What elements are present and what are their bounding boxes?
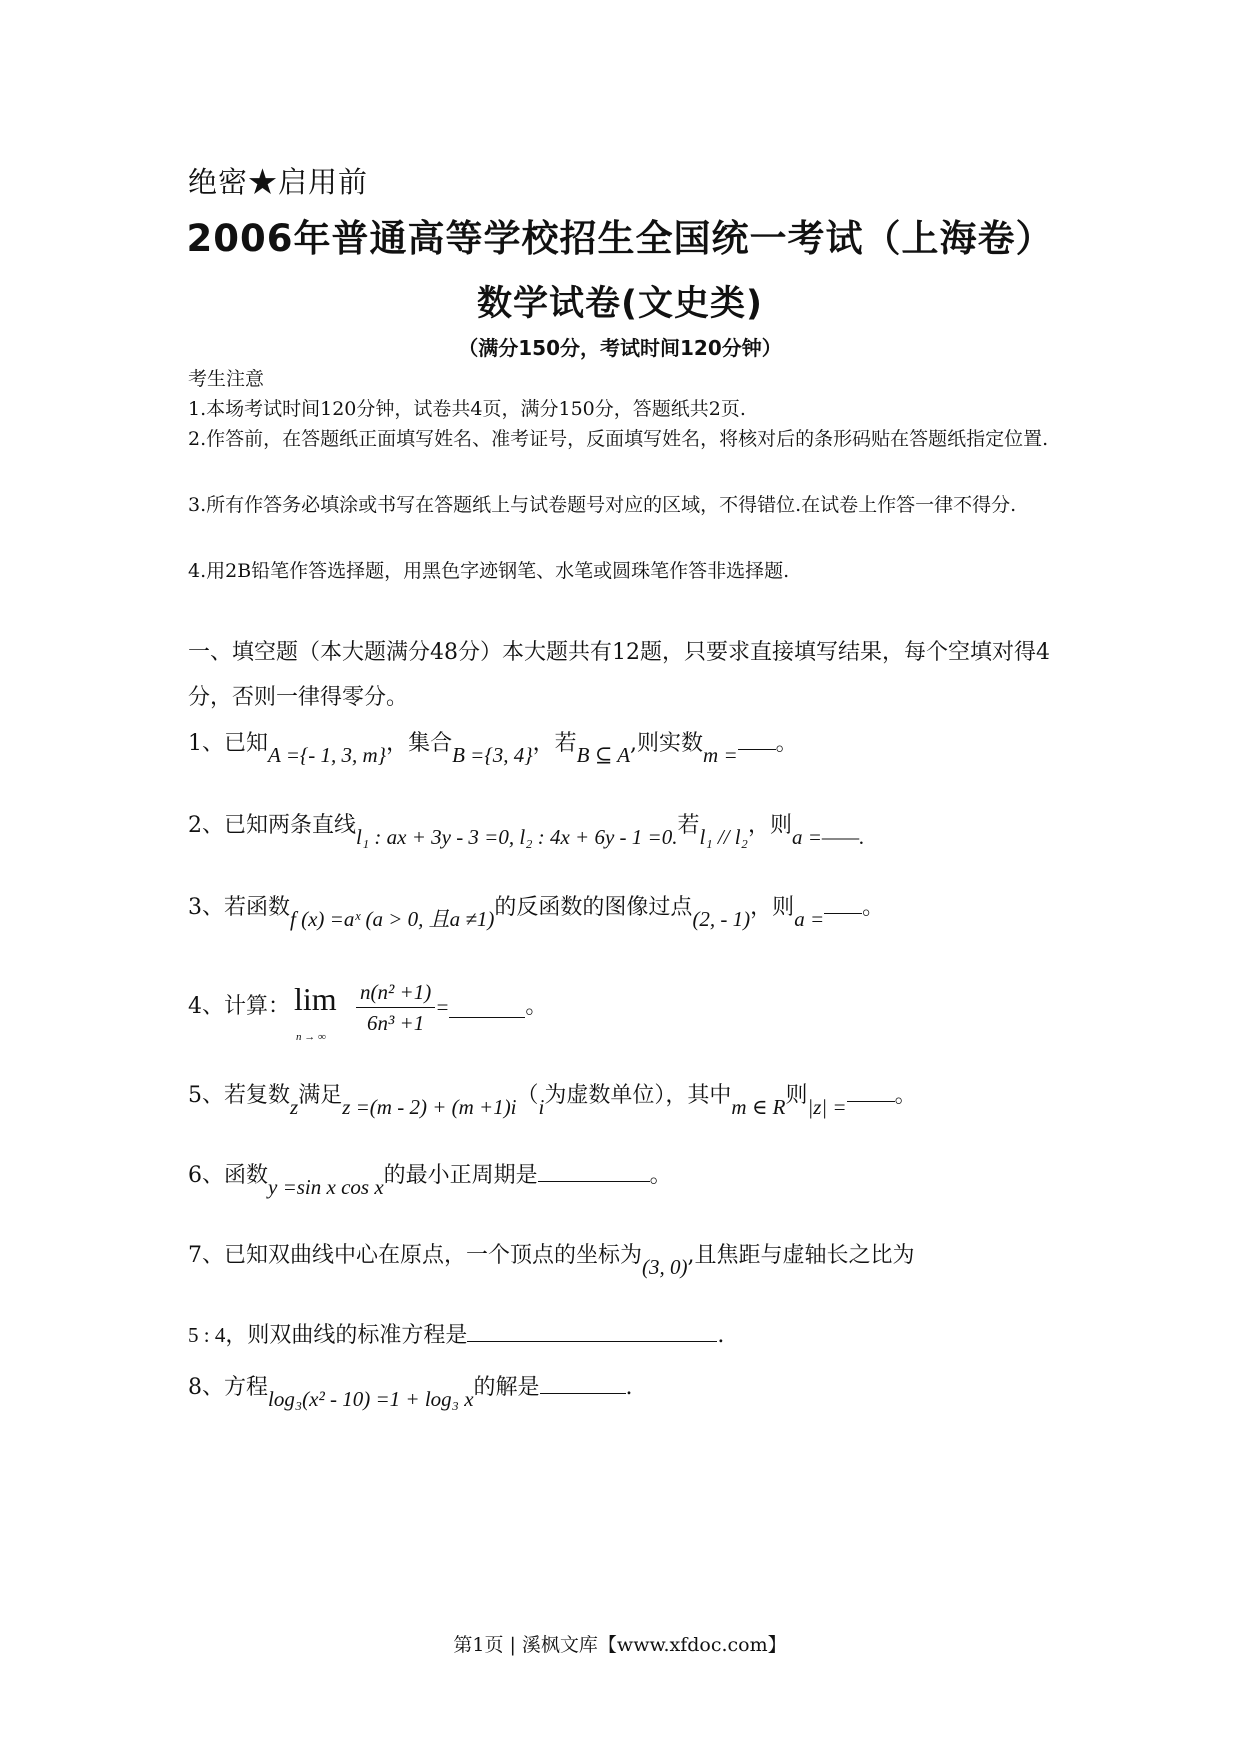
q4-equals: =	[435, 995, 450, 1019]
limit-symbol: lim	[294, 981, 337, 1017]
q2-text: ，则	[747, 813, 792, 838]
question-1	[188, 728, 1088, 767]
exam-title: 2006年普通高等学校招生全国统一考试（上海卷）	[186, 217, 1054, 260]
q5-text: 则	[785, 1083, 808, 1108]
fraction-denominator: 6n³ +1	[366, 1010, 425, 1035]
q7-math-vertex: (3, 0)	[642, 1255, 688, 1279]
q4-limit	[290, 972, 356, 1042]
section-1-intro: 一、填空题（本大题满分48分）本大题共有12题，只要求直接填写结果，每个空填对得4分，否则一律得零分。	[188, 640, 1050, 710]
question-2	[188, 810, 1088, 849]
q2-text: 2、已知两条直线	[188, 813, 356, 838]
q1-text: 。	[775, 731, 798, 756]
q1-math-set-a: A ={- 1, 3, m}	[268, 743, 387, 767]
page-footer: 第1页 | 溪枫文库【www.xfdoc.com】	[453, 1634, 787, 1656]
q7-math-ratio: 5 : 4	[188, 1323, 226, 1347]
q5-math-z: z	[290, 1095, 299, 1119]
q1-text: 1、已知	[188, 731, 268, 756]
q1-math-subset: B ⊆ A	[576, 743, 631, 767]
q3-text: ，则	[750, 895, 795, 920]
question-4	[188, 972, 1088, 1042]
q1-text: ，集合	[386, 731, 453, 756]
q3-text: 。	[862, 895, 885, 920]
limit-subscript: n → ∞	[296, 1031, 326, 1043]
q3-text: 3、若函数	[188, 895, 290, 920]
question-7	[188, 1240, 1088, 1279]
answer-blank	[467, 1321, 717, 1342]
q5-math-i: i	[538, 1095, 545, 1119]
q4-text: 4、计算：	[188, 994, 290, 1019]
q1-math-set-b: B ={3, 4}	[452, 743, 533, 767]
answer-blank	[538, 1161, 650, 1182]
q3-math-point: (2, - 1)	[692, 907, 751, 931]
q6-text: 的最小正周期是	[383, 1163, 538, 1188]
answer-blank	[449, 997, 525, 1018]
q2-math-lines: l₁ : ax + 3y - 3 =0, l₂ : 4x + 6y - 1 =0.	[356, 825, 678, 849]
q6-text: 6、函数	[188, 1163, 268, 1188]
answer-blank	[847, 1081, 895, 1102]
q5-text: 5、若复数	[188, 1083, 290, 1108]
q5-math-modulus: |z| =	[807, 1095, 847, 1119]
q3-text: 的反函数的图像过点	[494, 895, 693, 920]
q1-text: ，若	[532, 731, 577, 756]
q1-text: ,则实数	[630, 731, 704, 756]
q2-blank-dash: ——.	[821, 825, 865, 849]
question-5	[188, 1080, 1088, 1119]
question-3	[188, 892, 1088, 931]
q2-math-a: a =	[791, 825, 822, 849]
q2-math-parallel: l₁ // l₂	[699, 825, 748, 849]
q8-text: .	[625, 1375, 633, 1400]
q8-math-equation: log₃(x² - 10) =1 + log₃ x	[268, 1387, 474, 1411]
q7-text: .	[717, 1323, 725, 1348]
q5-text: 。	[894, 1083, 917, 1108]
q7-text: 7、已知双曲线中心在原点，一个顶点的坐标为	[188, 1243, 642, 1268]
q8-text: 8、方程	[188, 1375, 268, 1400]
answer-blank	[540, 1373, 626, 1394]
q5-text: 满足	[298, 1083, 343, 1108]
q3-math-a: a =	[794, 907, 825, 931]
notice-item-4: 4.用2B铅笔作答选择题，用黑色字迹钢笔、水笔或圆珠笔作答非选择题.	[188, 560, 790, 582]
notice-item-2: 2.作答前，在答题纸正面填写姓名、准考证号，反面填写姓名，将核对后的条形码贴在答题纸指定位置.	[188, 428, 1049, 450]
question-6	[188, 1160, 1088, 1199]
exam-subtitle: 数学试卷(文史类)	[477, 284, 763, 324]
secret-label: 绝密★启用前	[188, 165, 369, 199]
q7-text: ,且焦距与虚轴长之比为	[687, 1243, 915, 1268]
question-7-cont	[188, 1320, 1088, 1351]
q8-text: 的解是	[473, 1375, 540, 1400]
q6-math-function: y =sin x cos x	[268, 1175, 384, 1199]
q7-text: ，则双曲线的标准方程是	[225, 1323, 468, 1348]
q4-text: 。	[525, 994, 548, 1019]
answer-blank	[824, 893, 862, 914]
q5-math-m-real: m ∈ R	[731, 1095, 786, 1119]
score-note: （满分150分，考试时间120分钟）	[458, 336, 782, 360]
q3-math-function: f (x) =aˣ (a > 0, 且a ≠1)	[290, 907, 495, 931]
q2-text: 若	[677, 813, 700, 838]
q5-text: 为虚数单位），其中	[544, 1083, 732, 1108]
fraction-numerator: n(n² +1)	[356, 977, 435, 1008]
q5-math-complex: z =(m - 2) + (m +1)i	[342, 1095, 517, 1119]
q4-fraction	[356, 977, 435, 1038]
q1-math-m: m =	[703, 743, 738, 767]
q6-text: 。	[649, 1163, 672, 1188]
notice-heading: 考生注意	[188, 368, 265, 390]
answer-blank	[738, 729, 776, 750]
notice-item-3: 3.所有作答务必填涂或书写在答题纸上与试卷题号对应的区域，不得错位.在试卷上作答一律不得分.	[188, 494, 1017, 516]
q5-text: （	[516, 1083, 539, 1108]
notice-item-1: 1.本场考试时间120分钟，试卷共4页，满分150分，答题纸共2页.	[188, 398, 746, 420]
question-8	[188, 1372, 1088, 1411]
